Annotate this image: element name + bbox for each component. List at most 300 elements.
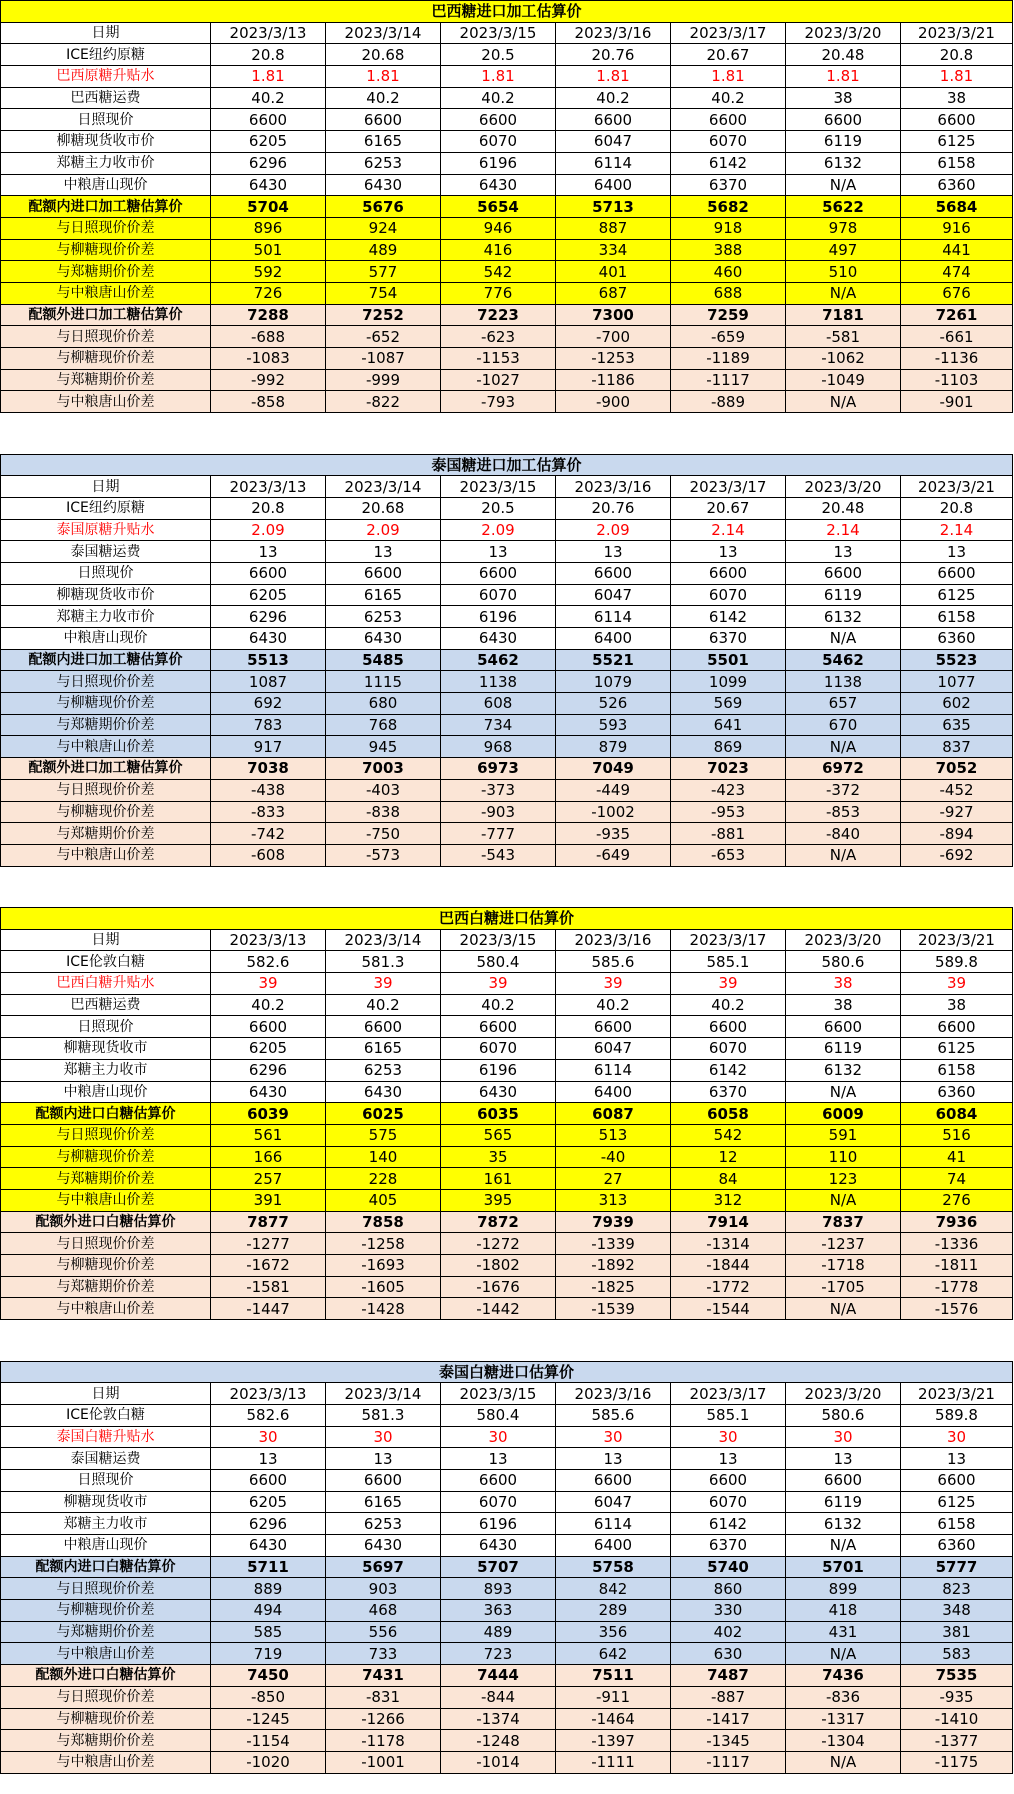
table-cell: 6400 — [556, 628, 671, 650]
table-cell: 6600 — [441, 109, 556, 131]
table-cell: 896 — [211, 217, 326, 239]
table-cell: -853 — [786, 801, 901, 823]
table-cell: 687 — [556, 282, 671, 304]
table-cell: 899 — [786, 1578, 901, 1600]
table-cell: 348 — [901, 1600, 1013, 1622]
table-cell: 13 — [211, 1448, 326, 1470]
table-cell: 6205 — [211, 1491, 326, 1513]
table-row — [1, 1491, 1013, 1513]
table-cell: 2023/3/20 — [786, 1383, 901, 1405]
table-row — [1, 1600, 1013, 1622]
table-row — [1, 1298, 1013, 1320]
table-cell: 6430 — [326, 1535, 441, 1557]
table-cell: 1115 — [326, 671, 441, 693]
table-cell: -1410 — [901, 1708, 1013, 1730]
table-cell: 561 — [211, 1124, 326, 1146]
table-cell: 6600 — [441, 562, 556, 584]
table-row — [1, 1643, 1013, 1665]
row-label: 与日照现价价差 — [1, 217, 211, 239]
row-label: 日照现价 — [1, 109, 211, 131]
table-cell: 879 — [556, 736, 671, 758]
table-cell: 40.2 — [211, 87, 326, 109]
table-cell: 6430 — [211, 1081, 326, 1103]
table-cell: 887 — [556, 217, 671, 239]
table-row — [1, 1189, 1013, 1211]
table-cell: -40 — [556, 1146, 671, 1168]
table-cell: 6119 — [786, 1038, 901, 1060]
table-cell: 6070 — [441, 584, 556, 606]
table-row — [1, 844, 1013, 866]
table-cell: -700 — [556, 326, 671, 348]
row-label: 配额外进口加工糖估算价 — [1, 304, 211, 326]
table-cell: 6070 — [671, 584, 786, 606]
section-title: 泰国糖进口加工估算价 — [1, 454, 1013, 476]
table-cell: 74 — [901, 1168, 1013, 1190]
table-cell: 7939 — [556, 1211, 671, 1233]
table-cell: 6114 — [556, 1059, 671, 1081]
table-cell: 2023/3/13 — [211, 22, 326, 44]
table-cell: 7535 — [901, 1665, 1013, 1687]
table-row — [1, 196, 1013, 218]
table-cell: 1.81 — [441, 66, 556, 88]
table-cell: 2023/3/17 — [671, 929, 786, 951]
table-cell: 123 — [786, 1168, 901, 1190]
table-row — [1, 87, 1013, 109]
table-row — [1, 304, 1013, 326]
table-cell: 6430 — [211, 628, 326, 650]
table-cell: 945 — [326, 736, 441, 758]
table-cell: 723 — [441, 1643, 556, 1665]
table-cell: 39 — [326, 973, 441, 995]
table-row — [1, 131, 1013, 153]
row-label: 柳糖现货收市价 — [1, 584, 211, 606]
table-cell: 6600 — [786, 562, 901, 584]
row-label: 泰国白糖升贴水 — [1, 1426, 211, 1448]
table-cell: 6370 — [671, 628, 786, 650]
table-cell: 2023/3/17 — [671, 22, 786, 44]
table-cell: 6158 — [901, 152, 1013, 174]
table-cell: 1.81 — [786, 66, 901, 88]
table-cell: 501 — [211, 239, 326, 261]
table-cell: 7872 — [441, 1211, 556, 1233]
table-row — [1, 1686, 1013, 1708]
table-cell: 20.5 — [441, 44, 556, 66]
table-row — [1, 1211, 1013, 1233]
table-cell: 84 — [671, 1168, 786, 1190]
table-cell: 893 — [441, 1578, 556, 1600]
table-cell: 7181 — [786, 304, 901, 326]
table-cell: 968 — [441, 736, 556, 758]
table-cell: N/A — [786, 844, 901, 866]
table-cell: 585.6 — [556, 951, 671, 973]
table-cell: 2.14 — [671, 519, 786, 541]
table-cell: -1844 — [671, 1255, 786, 1277]
table-cell: 580.4 — [441, 1404, 556, 1426]
table-cell: 6025 — [326, 1103, 441, 1125]
table-cell: -1336 — [901, 1233, 1013, 1255]
table-cell: -1317 — [786, 1708, 901, 1730]
table-cell: 6600 — [211, 109, 326, 131]
row-label: ICE纽约原糖 — [1, 44, 211, 66]
table-cell: 6600 — [556, 1469, 671, 1491]
table-cell: 40.2 — [441, 87, 556, 109]
table-cell: -661 — [901, 326, 1013, 348]
table-cell: 593 — [556, 714, 671, 736]
table-cell: 20.5 — [441, 497, 556, 519]
table-cell: -1153 — [441, 348, 556, 370]
row-label: 日期 — [1, 22, 211, 44]
table-cell: 5704 — [211, 196, 326, 218]
table-cell: 7436 — [786, 1665, 901, 1687]
table-cell: -1178 — [326, 1730, 441, 1752]
table-cell: 6114 — [556, 1513, 671, 1535]
table-cell: 542 — [671, 1124, 786, 1146]
table-cell: -573 — [326, 844, 441, 866]
table-cell: 6400 — [556, 1081, 671, 1103]
table-cell: 6119 — [786, 131, 901, 153]
table-cell: 565 — [441, 1124, 556, 1146]
table-cell: -927 — [901, 801, 1013, 823]
table-cell: 6600 — [556, 1016, 671, 1038]
table-cell: 6047 — [556, 131, 671, 153]
table-cell: 581.3 — [326, 1404, 441, 1426]
table-cell: 719 — [211, 1643, 326, 1665]
table-cell: -750 — [326, 823, 441, 845]
table-cell: 6296 — [211, 1059, 326, 1081]
table-cell: -900 — [556, 391, 671, 413]
table-cell: 7052 — [901, 758, 1013, 780]
table-cell: 13 — [441, 541, 556, 563]
table-cell: -1778 — [901, 1276, 1013, 1298]
table-cell: 924 — [326, 217, 441, 239]
table-cell: 6125 — [901, 584, 1013, 606]
table-cell: 13 — [326, 1448, 441, 1470]
table-cell: 6142 — [671, 1513, 786, 1535]
table-cell: 582.6 — [211, 951, 326, 973]
table-row — [1, 541, 1013, 563]
table-cell: 6070 — [441, 1038, 556, 1060]
table-cell: 1138 — [441, 671, 556, 693]
table-cell: -1117 — [671, 369, 786, 391]
table-cell: 20.8 — [901, 44, 1013, 66]
table-cell: 1.81 — [326, 66, 441, 88]
table-cell: -581 — [786, 326, 901, 348]
table-cell: 860 — [671, 1578, 786, 1600]
table-cell: 6370 — [671, 1081, 786, 1103]
table-cell: 405 — [326, 1189, 441, 1211]
table-cell: -608 — [211, 844, 326, 866]
table-cell: -1111 — [556, 1751, 671, 1773]
row-label: 与郑糖期价价差 — [1, 1276, 211, 1298]
table-cell: 6600 — [786, 1469, 901, 1491]
row-label: ICE纽约原糖 — [1, 497, 211, 519]
table-cell: -1345 — [671, 1730, 786, 1752]
table-row — [1, 1233, 1013, 1255]
table-cell: N/A — [786, 1751, 901, 1773]
table-cell: 6600 — [671, 562, 786, 584]
row-label: 与柳糖现价价差 — [1, 239, 211, 261]
table-row — [1, 1081, 1013, 1103]
table-cell: 12 — [671, 1146, 786, 1168]
table-row — [1, 779, 1013, 801]
table-row — [1, 994, 1013, 1016]
table-cell: -1693 — [326, 1255, 441, 1277]
table-cell: 381 — [901, 1621, 1013, 1643]
table-cell: 1079 — [556, 671, 671, 693]
table-row — [1, 519, 1013, 541]
table-cell: -1083 — [211, 348, 326, 370]
table-row — [1, 217, 1013, 239]
table-cell: -1428 — [326, 1298, 441, 1320]
table-cell: -1539 — [556, 1298, 671, 1320]
table-cell: 688 — [671, 282, 786, 304]
table-cell: 670 — [786, 714, 901, 736]
table-row — [1, 671, 1013, 693]
table-cell: 6296 — [211, 606, 326, 628]
table-cell: 7936 — [901, 1211, 1013, 1233]
table-cell: 1.81 — [671, 66, 786, 88]
table-cell: 2023/3/20 — [786, 929, 901, 951]
table-cell: 30 — [901, 1426, 1013, 1448]
table-cell: 589.8 — [901, 1404, 1013, 1426]
table-cell: -1442 — [441, 1298, 556, 1320]
section-table — [0, 1361, 1013, 1774]
table-cell: 768 — [326, 714, 441, 736]
table-cell: 842 — [556, 1578, 671, 1600]
table-cell: 1.81 — [211, 66, 326, 88]
table-cell: 40.2 — [671, 994, 786, 1016]
table-cell: -1447 — [211, 1298, 326, 1320]
row-label: 中粮唐山现价 — [1, 1081, 211, 1103]
table-cell: -1117 — [671, 1751, 786, 1773]
table-cell: 13 — [786, 541, 901, 563]
table-cell: -1314 — [671, 1233, 786, 1255]
table-cell: 6196 — [441, 1059, 556, 1081]
table-cell: 20.48 — [786, 497, 901, 519]
table-row — [1, 1404, 1013, 1426]
table-cell: 6047 — [556, 584, 671, 606]
row-label: 配额外进口白糖估算价 — [1, 1665, 211, 1687]
table-cell: 395 — [441, 1189, 556, 1211]
table-cell: 580.6 — [786, 951, 901, 973]
table-cell: 2023/3/14 — [326, 929, 441, 951]
table-cell: 5462 — [786, 649, 901, 671]
table-cell: -1253 — [556, 348, 671, 370]
table-cell: 6125 — [901, 131, 1013, 153]
row-label: 巴西白糖升贴水 — [1, 973, 211, 995]
table-row — [1, 1168, 1013, 1190]
table-cell: N/A — [786, 1189, 901, 1211]
table-cell: 110 — [786, 1146, 901, 1168]
table-cell: 7444 — [441, 1665, 556, 1687]
table-cell: 6600 — [786, 109, 901, 131]
table-cell: -953 — [671, 801, 786, 823]
section-title: 泰国白糖进口估算价 — [1, 1361, 1013, 1383]
table-row — [1, 1383, 1013, 1405]
table-cell: 2023/3/16 — [556, 929, 671, 951]
table-cell: -935 — [901, 1686, 1013, 1708]
table-cell: 2023/3/13 — [211, 929, 326, 951]
table-cell: 6253 — [326, 1513, 441, 1535]
table-cell: 6600 — [326, 1016, 441, 1038]
table-cell: 2023/3/14 — [326, 1383, 441, 1405]
table-cell: -1258 — [326, 1233, 441, 1255]
table-cell: 680 — [326, 693, 441, 715]
table-cell: 5485 — [326, 649, 441, 671]
table-cell: -452 — [901, 779, 1013, 801]
table-cell: 6600 — [786, 1016, 901, 1038]
table-cell: 585.6 — [556, 1404, 671, 1426]
table-cell: 580.4 — [441, 951, 556, 973]
table-cell: 6430 — [326, 174, 441, 196]
table-cell: 40.2 — [556, 87, 671, 109]
row-label: 配额外进口白糖估算价 — [1, 1211, 211, 1233]
table-cell: -903 — [441, 801, 556, 823]
table-cell: -438 — [211, 779, 326, 801]
row-label: 与日照现价价差 — [1, 1124, 211, 1146]
table-cell: 276 — [901, 1189, 1013, 1211]
table-cell: -1186 — [556, 369, 671, 391]
table-cell: -1581 — [211, 1276, 326, 1298]
table-row — [1, 1124, 1013, 1146]
table-cell: 334 — [556, 239, 671, 261]
table-row — [1, 736, 1013, 758]
table-cell: 513 — [556, 1124, 671, 1146]
table-cell: 2023/3/15 — [441, 22, 556, 44]
table-cell: 6165 — [326, 1491, 441, 1513]
table-cell: 6600 — [671, 1469, 786, 1491]
table-cell: 20.8 — [901, 497, 1013, 519]
row-label: 柳糖现货收市价 — [1, 131, 211, 153]
table-cell: 6158 — [901, 1059, 1013, 1081]
table-row — [1, 1469, 1013, 1491]
table-cell: 7259 — [671, 304, 786, 326]
table-cell: 363 — [441, 1600, 556, 1622]
table-cell: 516 — [901, 1124, 1013, 1146]
table-cell: 6400 — [556, 1535, 671, 1557]
table-cell: N/A — [786, 628, 901, 650]
table-cell: -1304 — [786, 1730, 901, 1752]
section-title-row — [1, 1, 1013, 23]
table-cell: -1544 — [671, 1298, 786, 1320]
table-cell: 13 — [441, 1448, 556, 1470]
table-cell: -372 — [786, 779, 901, 801]
table-cell: 5711 — [211, 1556, 326, 1578]
section-table — [0, 454, 1013, 867]
table-cell: 602 — [901, 693, 1013, 715]
table-cell: 635 — [901, 714, 1013, 736]
table-cell: 6132 — [786, 152, 901, 174]
table-cell: 30 — [441, 1426, 556, 1448]
table-cell: 7431 — [326, 1665, 441, 1687]
table-cell: 40.2 — [556, 994, 671, 1016]
table-cell: 402 — [671, 1621, 786, 1643]
table-cell: 5697 — [326, 1556, 441, 1578]
row-label: 配额内进口加工糖估算价 — [1, 649, 211, 671]
table-cell: 20.68 — [326, 44, 441, 66]
table-cell: 474 — [901, 261, 1013, 283]
table-cell: -1672 — [211, 1255, 326, 1277]
table-cell: 6600 — [211, 562, 326, 584]
table-row — [1, 628, 1013, 650]
table-cell: 585 — [211, 1621, 326, 1643]
table-cell: 38 — [901, 994, 1013, 1016]
table-cell: 7038 — [211, 758, 326, 780]
row-label: 与郑糖期价价差 — [1, 261, 211, 283]
row-label: 日照现价 — [1, 1469, 211, 1491]
table-cell: 5654 — [441, 196, 556, 218]
table-cell: 6600 — [671, 109, 786, 131]
table-row — [1, 649, 1013, 671]
table-cell: 869 — [671, 736, 786, 758]
table-cell: -1266 — [326, 1708, 441, 1730]
table-cell: 6600 — [326, 562, 441, 584]
table-cell: 6132 — [786, 1059, 901, 1081]
table-cell: 6973 — [441, 758, 556, 780]
table-cell: 13 — [326, 541, 441, 563]
table-row — [1, 1751, 1013, 1773]
table-cell: -1811 — [901, 1255, 1013, 1277]
table-row — [1, 66, 1013, 88]
table-cell: 6125 — [901, 1038, 1013, 1060]
table-cell: -373 — [441, 779, 556, 801]
table-cell: 2023/3/20 — [786, 476, 901, 498]
table-row — [1, 1448, 1013, 1470]
table-cell: 38 — [786, 973, 901, 995]
table-cell: 312 — [671, 1189, 786, 1211]
table-cell: 38 — [901, 87, 1013, 109]
table-cell: 2023/3/16 — [556, 1383, 671, 1405]
table-cell: N/A — [786, 1643, 901, 1665]
table-cell: 6600 — [901, 562, 1013, 584]
table-row — [1, 1146, 1013, 1168]
table-cell: 6047 — [556, 1038, 671, 1060]
table-cell: 13 — [671, 541, 786, 563]
table-cell: 416 — [441, 239, 556, 261]
table-cell: N/A — [786, 174, 901, 196]
table-cell: 734 — [441, 714, 556, 736]
table-cell: 6360 — [901, 628, 1013, 650]
row-label: 与柳糖现价价差 — [1, 1255, 211, 1277]
table-cell: 6360 — [901, 174, 1013, 196]
table-cell: N/A — [786, 391, 901, 413]
table-cell: 40.2 — [441, 994, 556, 1016]
table-cell: 20.8 — [211, 497, 326, 519]
section-table — [0, 907, 1013, 1320]
table-cell: 6360 — [901, 1535, 1013, 1557]
table-row — [1, 693, 1013, 715]
table-cell: 5462 — [441, 649, 556, 671]
table-cell: -1272 — [441, 1233, 556, 1255]
table-cell: 330 — [671, 1600, 786, 1622]
table-cell: 6205 — [211, 584, 326, 606]
row-label: 与郑糖期价价差 — [1, 714, 211, 736]
table-cell: N/A — [786, 1535, 901, 1557]
table-cell: 6132 — [786, 1513, 901, 1535]
table-cell: 5777 — [901, 1556, 1013, 1578]
table-cell: 2023/3/15 — [441, 1383, 556, 1405]
table-cell: -543 — [441, 844, 556, 866]
table-cell: -887 — [671, 1686, 786, 1708]
table-cell: 642 — [556, 1643, 671, 1665]
table-cell: -1417 — [671, 1708, 786, 1730]
table-cell: 7914 — [671, 1211, 786, 1233]
row-label: 巴西糖运费 — [1, 87, 211, 109]
table-cell: 6119 — [786, 584, 901, 606]
row-label: 与柳糖现价价差 — [1, 801, 211, 823]
table-cell: 6600 — [326, 109, 441, 131]
table-cell: 13 — [556, 1448, 671, 1470]
